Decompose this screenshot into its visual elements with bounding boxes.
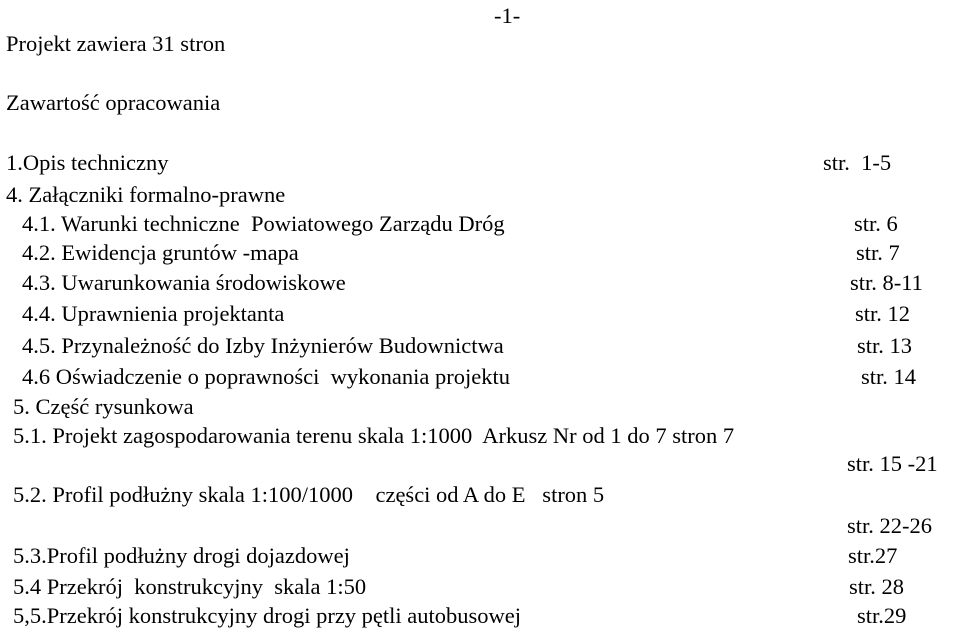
toc-page-4-2: str. 7 (856, 240, 900, 265)
toc-label-4-2: 4.2. Ewidencja gruntów -mapa (22, 240, 299, 265)
toc-label-1: 1.Opis techniczny (6, 150, 169, 175)
toc-page-4-1: str. 6 (854, 211, 898, 236)
toc-label-5-2: 5.2. Profil podłużny skala 1:100/1000 części od A do E stron 5 (13, 482, 605, 507)
toc-label-4-4: 4.4. Uprawnienia projektanta (22, 301, 285, 326)
toc-label-5-1: 5.1. Projekt zagospodarowania terenu skala 1:1000 Arkusz Nr od 1 do 7 stron 7 (13, 423, 735, 448)
toc-page-1: str. 1-5 (823, 150, 892, 175)
toc-label-4-3: 4.3. Uwarunkowania środowiskowe (22, 270, 346, 295)
toc-page-5-1: str. 15 -21 (847, 451, 938, 476)
toc-label-4-6: 4.6 Oświadczenie o poprawności wykonania projektu (22, 364, 510, 389)
toc-label-5: 5. Część rysunkowa (13, 394, 194, 419)
toc-page-4-6: str. 14 (861, 364, 917, 389)
toc-page-4-5: str. 13 (857, 333, 913, 358)
toc-label-5-3: 5.3.Profil podłużny drogi dojazdowej (13, 543, 350, 568)
toc-label-4-5: 4.5. Przynależność do Izby Inżynierów Budownictwa (22, 333, 504, 358)
toc-page-5-4: str. 28 (849, 574, 905, 599)
toc-label-4-1: 4.1. Warunki techniczne Powiatowego Zarządu Dróg (22, 211, 505, 236)
toc-page-5-2: str. 22-26 (847, 513, 933, 538)
section-title: Zawartość opracowania (6, 90, 221, 115)
toc-page-5-5: str.29 (857, 603, 907, 628)
page-header: Projekt zawiera 31 stron (6, 31, 226, 56)
page-number: -1- (494, 3, 521, 28)
toc-label-5-4: 5.4 Przekrój konstrukcyjny skala 1:50 (13, 574, 367, 599)
toc-page-5-3: str.27 (848, 543, 898, 568)
toc-label-4: 4. Załączniki formalno-prawne (6, 182, 286, 207)
toc-label-5-5: 5,5.Przekrój konstrukcyjny drogi przy pętli autobusowej (13, 603, 522, 628)
toc-page-4-3: str. 8-11 (850, 270, 923, 295)
toc-page-4-4: str. 12 (855, 301, 911, 326)
